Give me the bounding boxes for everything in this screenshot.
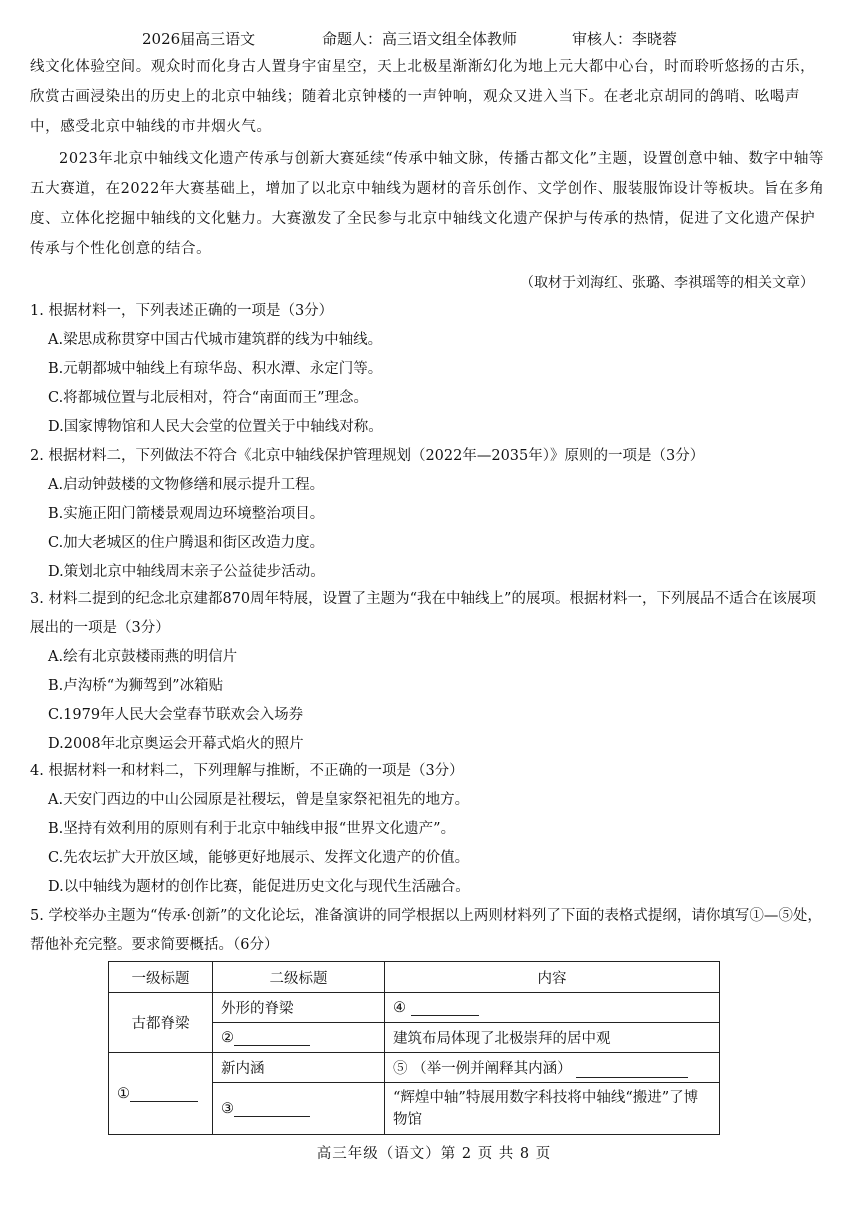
option-b: B.实施正阳门箭楼景观周边环境整治项目。 xyxy=(48,506,325,522)
cell-sub1: 外形的脊梁 xyxy=(213,993,385,1023)
question-2 xyxy=(30,442,840,587)
blank-5-line xyxy=(576,1077,688,1078)
cell-blank-1[interactable] xyxy=(109,1053,213,1135)
option-c: C.1979年人民大会堂春节联欢会入场券 xyxy=(48,707,304,723)
option-a: A.启动钟鼓楼的文物修缮和展示提升工程。 xyxy=(48,477,325,493)
header-reviewer: 审核人：李晓蓉 xyxy=(572,30,678,48)
option-a: A.天安门西边的中山公园原是社稷坛，曾是皇家祭祀祖先的地方。 xyxy=(48,792,470,808)
question-stem: 4. 根据材料一和材料二，下列理解与推断，不正确的一项是（3分） xyxy=(30,763,464,779)
question-stem: 2. 根据材料二，下列做法不符合《北京中轴线保护管理规划（2022年—2035年）》原则的一项是（3分） xyxy=(30,448,705,464)
option-d: D.2008年北京奥运会开幕式焰火的照片 xyxy=(48,736,304,752)
outline-table xyxy=(108,961,720,1135)
header-author: 命题人：高三语文组全体教师 xyxy=(322,30,518,48)
page-header xyxy=(0,28,868,50)
option-c: C.加大老城区的住户腾退和街区改造力度。 xyxy=(48,535,325,551)
table-header-row xyxy=(109,962,720,993)
cell-blank-2[interactable] xyxy=(213,1023,385,1053)
question-5 xyxy=(30,902,830,960)
option-d: D.国家博物馆和人民大会堂的位置关于中轴线对称。 xyxy=(48,419,383,435)
option-d: D.策划北京中轴线周末亲子公益徒步活动。 xyxy=(48,564,325,580)
question-3 xyxy=(30,585,830,759)
blank-3-label: ③ xyxy=(221,1100,234,1117)
cell-blank-5[interactable] xyxy=(385,1053,720,1083)
cell-blank-3[interactable] xyxy=(213,1083,385,1135)
header-level2: 二级标题 xyxy=(213,962,385,993)
paragraph-competition: 2023年北京中轴线文化遗产传承与创新大赛延续“传承中轴文脉，传播古都文化”主题，设置创意中轴、数字中轴等五大赛道，在2022年大赛基础上，增加了以北京中轴线为题材的音乐创作、文学创作、服装服饰设计等板块。旨在多角度、立体化挖掘中轴线的文化魅力。大赛激发了全民参与北京中轴线文化遗产保护与传承的热情，促进了文化遗产保护传承与个性化创意的结合。 xyxy=(30,151,825,257)
header-content: 内容 xyxy=(385,962,720,993)
blank-4-line xyxy=(411,1015,479,1016)
question-stem: 3. 材料二提到的纪念北京建都870周年特展，设置了主题为“我在中轴线上”的展项。根据材料一，下列展品不适合在该展项展出的一项是（3分） xyxy=(30,591,816,636)
option-b: B.坚持有效利用的原则有利于北京中轴线申报“世界文化遗产”。 xyxy=(48,821,456,837)
cell-blank-4[interactable] xyxy=(385,993,720,1023)
question-1 xyxy=(30,297,840,442)
option-b: B.元朝都城中轴线上有琼华岛、积水潭、永定门等。 xyxy=(48,361,383,377)
option-b: B.卢沟桥“为狮驾到”冰箱贴 xyxy=(48,678,224,694)
header-title: 2026届高三语文 xyxy=(142,30,256,48)
cell-content-museum: “辉煌中轴”特展用数字科技将中轴线“搬进”了博物馆 xyxy=(385,1083,720,1135)
option-d: D.以中轴线为题材的创作比赛，能促进历史文化与现代生活融合。 xyxy=(48,879,470,895)
header-level1: 一级标题 xyxy=(109,962,213,993)
blank-5-label: ⑤ （举一例并阐释其内涵） xyxy=(393,1061,572,1077)
blank-1-label: ① xyxy=(117,1085,130,1102)
question-4 xyxy=(30,757,840,902)
page-footer: 高三年级（语文）第 2 页 共 8 页 xyxy=(316,1146,552,1162)
source-citation: （取材于刘海红、张璐、李祺瑶等的相关文章） xyxy=(520,275,814,291)
table-row xyxy=(109,1053,720,1083)
option-a: A.绘有北京鼓楼雨燕的明信片 xyxy=(48,649,238,665)
table-row xyxy=(109,993,720,1023)
cell-content2: 建筑布局体现了北极崇拜的居中观 xyxy=(385,1023,720,1053)
cell-group1: 古都脊梁 xyxy=(109,993,213,1053)
option-c: C.将都城位置与北辰相对，符合“南面而王”理念。 xyxy=(48,390,369,406)
blank-2-line xyxy=(234,1045,310,1046)
blank-3-line xyxy=(234,1116,310,1117)
option-a: A.梁思成称贯穿中国古代城市建筑群的线为中轴线。 xyxy=(48,332,383,348)
question-stem: 1. 根据材料一，下列表述正确的一项是（3分） xyxy=(30,303,334,319)
paragraph-continued: 线文化体验空间。观众时而化身古人置身宇宙星空，天上北极星渐渐幻化为地上元大都中心台，时而聆听悠扬的古乐，欣赏古画浸染出的历史上的北京中轴线；随着北京钟楼的一声钟响，观众又进入当下。在老北京胡同的鸽哨、吆喝声中，感受北京中轴线的市井烟火气。 xyxy=(30,59,816,135)
blank-4-label: ④ xyxy=(393,999,406,1016)
cell-sub-new: 新内涵 xyxy=(213,1053,385,1083)
question-stem: 5. 学校举办主题为“传承·创新”的文化论坛，准备演讲的同学根据以上两则材料列了下面的表格式提纲，请你填写①—⑤处，帮他补充完整。要求简要概括。（6分） xyxy=(30,908,822,953)
option-c: C.先农坛扩大开放区域，能够更好地展示、发挥文化遗产的价值。 xyxy=(48,850,470,866)
blank-2-label: ② xyxy=(221,1029,234,1046)
blank-1-line xyxy=(130,1101,198,1102)
